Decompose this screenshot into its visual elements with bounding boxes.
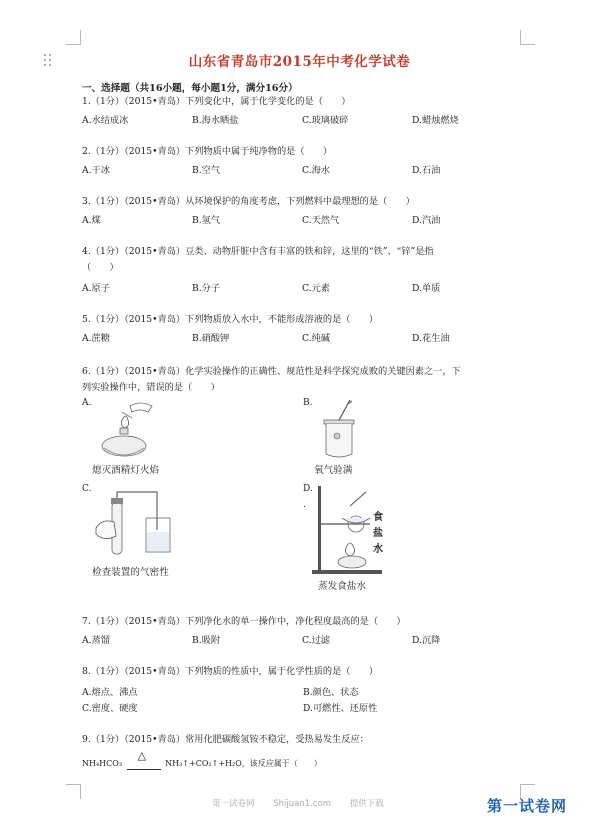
option: C.过滤: [302, 635, 330, 646]
option: C.海水: [302, 165, 330, 176]
figure-label-char: 食: [373, 512, 383, 523]
section-heading: 一、选择题（共16小题，每小题1分，满分16分）: [82, 83, 298, 94]
brand-logo: 第一试卷网: [487, 797, 568, 815]
option: D.可燃性、还原性: [303, 703, 378, 714]
footer-left: 第一试卷网: [212, 799, 255, 809]
question-stem: 9.（1分）（2015•青岛）常用化肥碳酸氢铵不稳定，受热易发生反应：: [82, 734, 369, 745]
figure-caption: 熄灭酒精灯火焰: [92, 465, 160, 476]
option: D.沉降: [412, 635, 441, 646]
figure-letter: C.: [82, 484, 92, 494]
option: C.纯碱: [302, 333, 330, 344]
figure-caption: 氧气验满: [314, 465, 353, 476]
option: A.煤: [82, 215, 101, 226]
option: C.天然气: [302, 215, 340, 226]
option: C.元素: [302, 283, 330, 294]
figure-letter: A.: [82, 398, 92, 408]
question-stem: 4.（1分）（2015•青岛）豆类、动物肝脏中含有丰富的铁和锌，这里的“铁”、“锌”是指: [82, 246, 434, 257]
question-stem: 6.（1分）（2015•青岛）化学实验操作的正确性、规范性是科学探究成败的关键因素之一，下: [82, 366, 461, 377]
airtightness-check-figure: [92, 488, 182, 560]
option: A.原子: [82, 283, 110, 294]
page-title: 山东省青岛市2015年中考化学试卷: [188, 54, 411, 70]
option: A.蔗糖: [82, 333, 110, 344]
question-stem-continued: （ ）: [82, 262, 119, 273]
option: B.氢气: [192, 215, 221, 226]
option: D.汽油: [412, 215, 441, 226]
option: A.干冰: [82, 165, 110, 176]
alcohol-lamp-figure: [92, 398, 162, 462]
equation-products: NH₃↑+CO₂↑+H₂O，该反应属于（ ）: [165, 759, 322, 768]
option: B.海水晒盐: [192, 115, 239, 126]
gas-jar-figure: [312, 398, 372, 462]
option: C.密度、硬度: [82, 703, 138, 714]
option: B.硝酸钾: [192, 333, 230, 344]
question-stem: 8.（1分）（2015•青岛）下列物质的性质中，属于化学性质的是（ ）: [82, 666, 379, 677]
figure-dot: .: [303, 500, 306, 510]
option: B.空气: [192, 165, 221, 176]
option: A.蒸馏: [82, 635, 110, 646]
page-corner-mark: [66, 30, 81, 45]
footer-right: 提供下载: [349, 799, 384, 809]
equation-reactant: NH₄HCO₃: [82, 759, 123, 768]
question-stem: 7.（1分）（2015•青岛）下列净化水的单一操作中，净化程度最高的是（ ）: [82, 616, 406, 627]
option: B.颜色、状态: [303, 687, 359, 698]
figure-caption: 检查装置的气密性: [92, 567, 169, 578]
figure-letter: B.: [303, 398, 313, 408]
question-stem: 3.（1分）（2015•青岛）从环境保护的角度考虑，下列燃料中最理想的是（ ）: [82, 196, 415, 207]
option: A.熔点、沸点: [82, 687, 138, 698]
equation-arrow: [127, 748, 161, 770]
option: B.分子: [192, 283, 221, 294]
chemical-equation: [82, 748, 482, 770]
question-stem: 2.（1分）（2015•青岛）下列物质中属于纯净物的是（ ）: [82, 146, 333, 157]
question-stem-continued: 列实验操作中，错误的是（ ）: [82, 382, 220, 393]
figure-caption: 蒸发食盐水: [318, 581, 366, 592]
option: D.单质: [412, 283, 441, 294]
question-stem: 1.（1分）（2015•青岛）下列变化中，属于化学变化的是（ ）: [82, 96, 351, 107]
figure-label-char: 盐: [373, 528, 383, 539]
footer-middle: Shijuan1.com: [273, 799, 331, 809]
figure-letter: D.: [303, 484, 313, 494]
option: A.水结成冰: [82, 115, 129, 126]
option: B.吸附: [192, 635, 221, 646]
page-corner-mark: [66, 784, 81, 799]
option: C.玻璃破碎: [302, 115, 349, 126]
figure-label-char: 水: [373, 544, 383, 555]
option: D.蜡烛燃烧: [412, 115, 459, 126]
option: D.花生油: [412, 333, 450, 344]
page-corner-mark: [520, 30, 535, 45]
option: D.石油: [412, 165, 441, 176]
page-footer: [212, 797, 400, 809]
question-stem: 5.（1分）（2015•青岛）下列物质放入水中，不能形成溶液的是（ ）: [82, 314, 379, 325]
heat-condition: △: [137, 748, 147, 762]
